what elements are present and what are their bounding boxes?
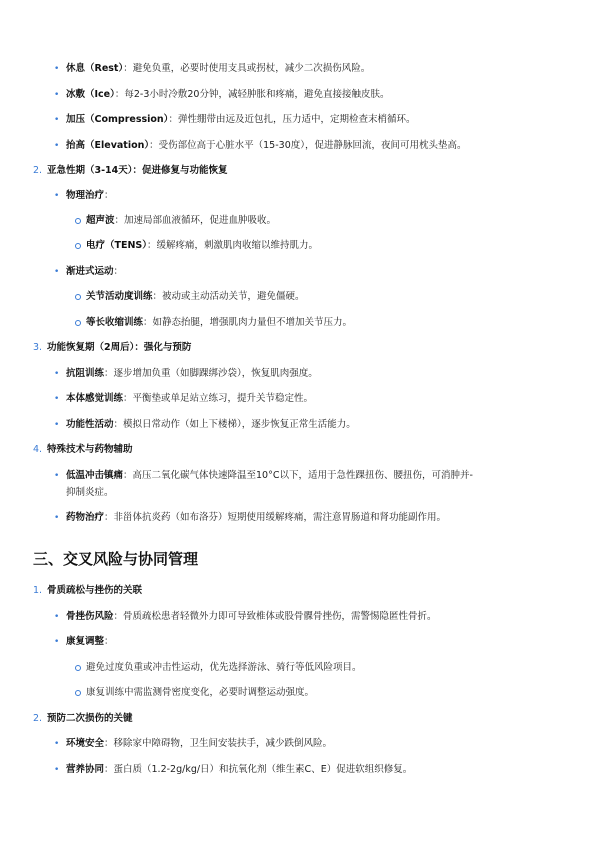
list-number: 2.	[33, 165, 43, 176]
bullet-circle	[75, 243, 81, 249]
item-term: 低温冲击镇痛	[66, 470, 124, 481]
item-term: 环境安全	[66, 738, 105, 749]
bullet-dot: •	[54, 612, 60, 622]
item-term: 冰敷（Ice）	[66, 89, 115, 100]
item-text: ：移除家中障碍物，卫生间安装扶手，减少跌倒风险。	[104, 738, 333, 749]
item-term: 物理治疗	[66, 190, 105, 201]
item-text: ：加速局部血液循环，促进血肿吸收。	[114, 215, 277, 226]
list-item	[86, 239, 318, 253]
bullet-dot: •	[54, 471, 60, 481]
phase-title: 特殊技术与药物辅助	[47, 444, 133, 455]
list-item	[66, 367, 318, 381]
list-item	[66, 189, 114, 203]
item-term: 等长收缩训练	[86, 317, 144, 328]
subsection-title: 预防二次损伤的关键	[47, 713, 133, 724]
item-term: 关节活动度训练	[86, 291, 153, 302]
item-text: ：每2-3小时冷敷20分钟，减轻肿胀和疼痛，避免直接接触皮肤。	[114, 89, 390, 100]
item-text: ：逐步增加负重（如脚踝绑沙袋），恢复肌肉强度。	[104, 368, 318, 379]
item-term: 营养协同	[66, 764, 105, 775]
list-number: 3.	[33, 342, 43, 353]
item-term: 超声波	[86, 215, 115, 226]
list-item: 避免过度负重或冲击性运动，优先选择游泳、骑行等低风险项目。	[86, 662, 362, 673]
item-text: ：骨质疏松患者轻微外力即可导致椎体或股骨髁骨挫伤，需警惕隐匿性骨折。	[113, 611, 437, 622]
item-text: ：模拟日常动作（如上下楼梯），逐步恢复正常生活能力。	[113, 419, 356, 430]
item-term: 抬高（Elevation）	[66, 140, 150, 151]
item-term: 加压（Compression）	[66, 114, 169, 125]
list-number: 1.	[33, 585, 43, 596]
item-term: 骨挫伤风险	[66, 611, 114, 622]
item-text: ：避免负重，必要时使用支具或拐杖，减少二次损伤风险。	[123, 63, 371, 74]
bullet-dot: •	[54, 191, 60, 201]
bullet-dot: •	[54, 513, 60, 523]
phase-title: 功能恢复期（2周后）：强化与预防	[47, 342, 192, 353]
list-item	[66, 635, 114, 649]
bullet-circle	[75, 320, 81, 326]
list-item	[66, 113, 415, 127]
item-term: 渐进式运动	[66, 266, 114, 277]
bullet-dot: •	[54, 739, 60, 749]
section-heading: 三、交叉风险与协同管理	[33, 550, 199, 568]
item-colon: ：	[104, 636, 114, 647]
phase-title: 亚急性期（3-14天）：促进修复与功能恢复	[47, 165, 228, 176]
item-term: 本体感觉训练	[66, 393, 124, 404]
list-item	[66, 392, 313, 406]
bullet-dot: •	[54, 394, 60, 404]
item-text: ：如静态抬腿，增强肌肉力量但不增加关节压力。	[143, 317, 353, 328]
item-term: 电疗（TENS）	[86, 240, 148, 251]
item-text: ：蛋白质（1.2-2g/kg/日）和抗氧化剂（维生素C、E）促进软组织修复。	[104, 764, 413, 775]
item-text: ：平衡垫或单足站立练习，提升关节稳定性。	[123, 393, 314, 404]
list-item	[66, 418, 356, 432]
list-item	[66, 62, 370, 76]
bullet-dot: •	[54, 90, 60, 100]
list-item	[86, 214, 276, 228]
subsection-title: 骨质疏松与挫伤的关联	[47, 585, 143, 596]
bullet-dot: •	[54, 420, 60, 430]
item-colon: ：	[104, 190, 114, 201]
item-term: 抗阻训练	[66, 368, 105, 379]
bullet-dot: •	[54, 115, 60, 125]
item-text: ：弹性绷带由远及近包扎，压力适中，定期检查末梢循环。	[168, 114, 416, 125]
list-number: 4.	[33, 444, 43, 455]
list-item	[86, 316, 352, 330]
list-item	[66, 88, 389, 102]
bullet-dot: •	[54, 765, 60, 775]
list-item	[66, 139, 467, 153]
bullet-dot: •	[54, 369, 60, 379]
item-term: 康复调整	[66, 636, 105, 647]
bullet-circle	[75, 294, 81, 300]
item-colon: ：	[113, 266, 124, 277]
list-item	[66, 610, 437, 624]
item-text: ：高压二氧化碳气体快速降温至10°C以下，适用于急性踝扭伤、腰扭伤，可消肿并-	[123, 470, 473, 481]
bullet-circle	[75, 690, 81, 696]
item-term: 药物治疗	[66, 512, 105, 523]
bullet-dot: •	[54, 637, 60, 647]
list-item	[66, 763, 412, 777]
list-item	[86, 290, 305, 304]
item-text-continued: 抑制炎症。	[66, 487, 114, 498]
item-text: ：受伤部位高于心脏水平（15-30度），促进静脉回流，夜间可用枕头垫高。	[149, 140, 467, 151]
list-item	[66, 511, 446, 525]
item-text: ：被动或主动活动关节，避免僵硬。	[152, 291, 305, 302]
item-text: ：非甾体抗炎药（如布洛芬）短期使用缓解疼痛，需注意胃肠道和肾功能副作用。	[104, 512, 447, 523]
bullet-dot: •	[54, 141, 60, 151]
list-item: 康复训练中需监测骨密度变化，必要时调整运动强度。	[86, 687, 315, 698]
bullet-circle	[75, 665, 81, 671]
item-term: 休息（Rest）	[66, 63, 124, 74]
bullet-dot: •	[54, 64, 60, 74]
list-number: 2.	[33, 713, 43, 724]
list-item	[66, 469, 473, 483]
bullet-circle	[75, 218, 81, 224]
item-text: ：缓解疼痛，刺激肌肉收缩以维持肌力。	[147, 240, 319, 251]
list-item	[66, 737, 332, 751]
bullet-dot: •	[54, 267, 60, 277]
list-item	[66, 265, 123, 279]
item-term: 功能性活动	[66, 419, 114, 430]
